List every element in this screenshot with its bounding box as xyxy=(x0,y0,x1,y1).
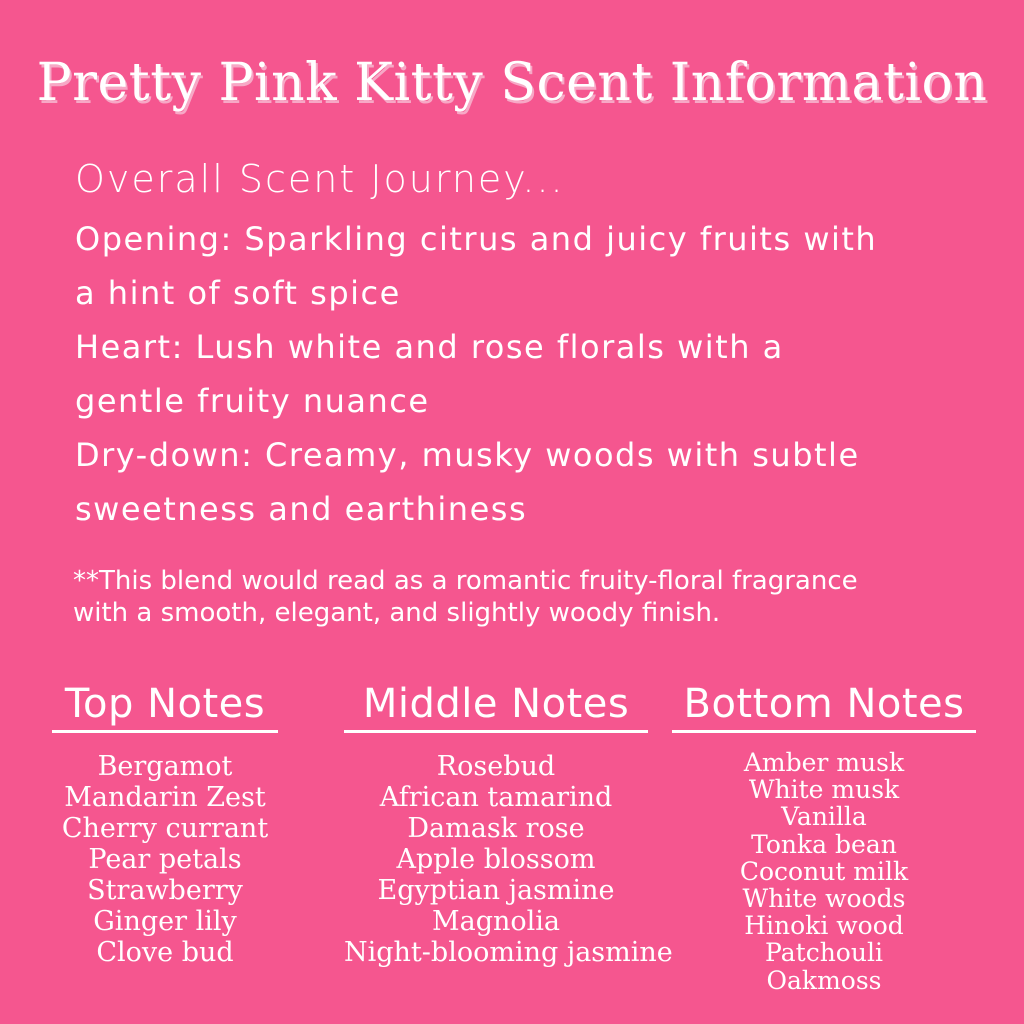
journey-line-drydown-cont: sweetness and earthiness xyxy=(75,490,528,528)
blend-note xyxy=(73,565,973,629)
list-item: Tonka bean xyxy=(751,829,897,859)
list-item: Patchouli xyxy=(765,938,883,968)
list-item: Apple blossom xyxy=(396,844,596,875)
middle-notes-heading: Middle Notes xyxy=(344,680,648,733)
list-item: Oakmoss xyxy=(766,965,882,995)
blend-note-line: **This blend would read as a romantic fruity-floral fragrance xyxy=(73,566,858,596)
list-item: Vanilla xyxy=(781,802,867,832)
list-item: Rosebud xyxy=(436,751,556,782)
list-item: Ginger lily xyxy=(93,906,237,937)
list-item: Mandarin Zest xyxy=(64,782,266,813)
middle-notes-list xyxy=(344,751,673,968)
journey-line-drydown: Dry-down: Creamy, musky woods with subtle xyxy=(75,436,860,474)
top-notes-column xyxy=(52,680,278,968)
top-notes-heading: Top Notes xyxy=(52,680,278,733)
list-item: Cherry currant xyxy=(61,813,269,844)
bottom-notes-column xyxy=(672,680,976,994)
page-title: Pretty Pink Kitty Scent Information xyxy=(36,53,988,113)
journey-line-opening: Opening: Sparkling citrus and juicy fruits with xyxy=(75,220,878,258)
list-item: White woods xyxy=(742,884,906,914)
list-item: Night-blooming jasmine xyxy=(344,937,673,968)
journey-line-heart-cont: gentle fruity nuance xyxy=(75,382,430,420)
list-item: Strawberry xyxy=(87,875,243,906)
list-item: Egyptian jasmine xyxy=(377,875,615,906)
list-item: Coconut milk xyxy=(739,856,909,886)
middle-notes-column xyxy=(344,680,673,968)
top-notes-list xyxy=(52,751,278,968)
list-item: Magnolia xyxy=(431,906,561,937)
list-item: African tamarind xyxy=(379,782,613,813)
journey-line-heart: Heart: Lush white and rose florals with a xyxy=(75,328,784,366)
bottom-notes-heading: Bottom Notes xyxy=(672,680,976,733)
scent-journey-text xyxy=(75,212,975,536)
list-item: Bergamot xyxy=(97,751,233,782)
scent-journey-section xyxy=(75,150,975,536)
scent-journey-heading: Overall Scent Journey... xyxy=(75,157,565,201)
blend-note-line: with a smooth, elegant, and slightly woody finish. xyxy=(73,598,721,628)
bottom-notes-list xyxy=(672,749,976,994)
list-item: White musk xyxy=(748,775,900,805)
list-item: Clove bud xyxy=(96,937,234,968)
list-item: Damask rose xyxy=(407,813,585,844)
list-item: Pear petals xyxy=(88,844,242,875)
list-item: Amber musk xyxy=(743,748,905,777)
journey-line-opening-cont: a hint of soft spice xyxy=(75,274,401,312)
list-item: Hinoki wood xyxy=(744,911,904,941)
